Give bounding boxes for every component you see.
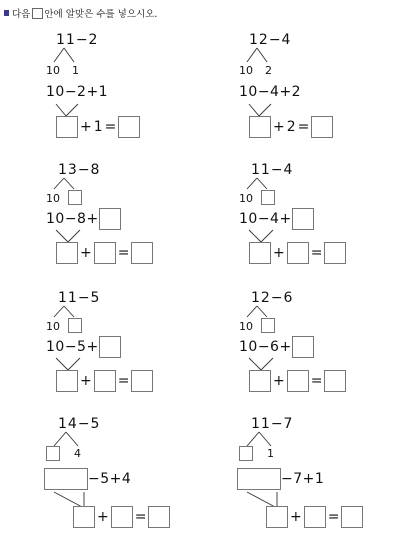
plus-sign: + (273, 245, 285, 261)
split-blank-box[interactable] (261, 318, 275, 333)
answer-row (56, 242, 153, 264)
answer-row (56, 370, 153, 392)
plus-sign: + (80, 373, 92, 389)
split-right-number: 1 (72, 64, 79, 77)
plus-sign: + (80, 245, 92, 261)
answer-box-b[interactable] (304, 506, 326, 528)
problem-1 (46, 32, 236, 162)
answer-box-a[interactable] (249, 370, 271, 392)
decomposed-expression: 10−4+2 (239, 84, 302, 100)
split-blank-box[interactable] (68, 318, 82, 333)
plus-sign: + (80, 119, 92, 135)
equals-sign: = (104, 119, 117, 135)
split-right-number: 1 (267, 447, 274, 460)
decomposed-blank-box[interactable] (292, 208, 314, 230)
equals-sign: = (117, 373, 130, 389)
problem-expression: 12−4 (249, 32, 292, 48)
decomposed-expression-text: −5+4 (88, 471, 132, 487)
decomposed-expression-text: 10−5+ (46, 339, 99, 355)
known-addend: 1 (93, 119, 103, 135)
answer-box-result[interactable] (131, 370, 153, 392)
answer-box-b[interactable] (94, 242, 116, 264)
answer-box-result[interactable] (324, 242, 346, 264)
decomposed-expression-text: 10−6+ (239, 339, 292, 355)
answer-row (73, 506, 170, 528)
answer-box-a[interactable] (56, 116, 78, 138)
answer-box-a[interactable] (56, 242, 78, 264)
answer-box-a[interactable] (266, 506, 288, 528)
answer-row (249, 242, 346, 264)
bullet-marker-icon (4, 10, 9, 16)
decomposed-expression (44, 468, 131, 490)
plus-sign: + (273, 373, 285, 389)
decomposed-blank-box[interactable] (44, 468, 88, 490)
decomposed-expression-text: 10−8+ (46, 211, 99, 227)
answer-box-b[interactable] (94, 370, 116, 392)
problem-6 (239, 290, 400, 420)
answer-row (249, 116, 333, 138)
decomposed-expression-text: 10−4+ (239, 211, 292, 227)
decomposed-expression-text: −7+1 (281, 471, 325, 487)
problem-3 (46, 162, 236, 292)
answer-box-result[interactable] (118, 116, 140, 138)
problem-4 (239, 162, 400, 292)
equals-sign: = (117, 245, 130, 261)
answer-box-result[interactable] (148, 506, 170, 528)
problem-expression: 12−6 (251, 290, 294, 306)
split-left-number: 10 (239, 320, 253, 333)
decomposed-expression (46, 208, 121, 230)
split-left-number: 10 (239, 64, 253, 77)
decomposed-expression (239, 208, 314, 230)
decomposed-blank-box[interactable] (99, 336, 121, 358)
answer-box-result[interactable] (131, 242, 153, 264)
answer-box-b[interactable] (287, 370, 309, 392)
problem-expression: 11−5 (58, 290, 101, 306)
blank-box-icon (32, 8, 43, 19)
answer-row (266, 506, 363, 528)
split-blank-box[interactable] (68, 190, 82, 205)
answer-box-b[interactable] (111, 506, 133, 528)
split-blank-box[interactable] (261, 190, 275, 205)
equals-sign: = (327, 509, 340, 525)
problem-expression: 13−8 (58, 162, 101, 178)
problem-expression: 11−2 (56, 32, 99, 48)
known-addend: 2 (286, 119, 296, 135)
split-right-number: 2 (265, 64, 272, 77)
split-left-number: 10 (239, 192, 253, 205)
problem-5 (46, 290, 236, 420)
plus-sign: + (290, 509, 302, 525)
plus-sign: + (273, 119, 285, 135)
split-blank-box[interactable] (239, 446, 253, 461)
problem-expression: 14−5 (58, 416, 101, 432)
equals-sign: = (310, 373, 323, 389)
instruction (4, 6, 157, 20)
answer-box-result[interactable] (324, 370, 346, 392)
plus-sign: + (97, 509, 109, 525)
instruction-before-box: 다음 (12, 9, 31, 20)
problem-expression: 11−4 (251, 162, 294, 178)
split-left-number: 10 (46, 320, 60, 333)
answer-box-a[interactable] (249, 116, 271, 138)
decomposed-expression: 10−2+1 (46, 84, 109, 100)
decomposed-blank-box[interactable] (237, 468, 281, 490)
answer-row (56, 116, 140, 138)
answer-box-a[interactable] (56, 370, 78, 392)
answer-row (249, 370, 346, 392)
decomposed-blank-box[interactable] (292, 336, 314, 358)
answer-box-result[interactable] (341, 506, 363, 528)
decomposed-blank-box[interactable] (99, 208, 121, 230)
split-right-number: 4 (74, 447, 81, 460)
decomposed-expression (237, 468, 324, 490)
decomposed-expression (46, 336, 121, 358)
split-blank-box[interactable] (46, 446, 60, 461)
split-left-number: 10 (46, 192, 60, 205)
equals-sign: = (310, 245, 323, 261)
equals-sign: = (297, 119, 310, 135)
decomposed-expression (239, 336, 314, 358)
problem-8 (237, 416, 400, 546)
answer-box-b[interactable] (287, 242, 309, 264)
problem-7 (44, 416, 234, 546)
answer-box-result[interactable] (311, 116, 333, 138)
split-left-number: 10 (46, 64, 60, 77)
equals-sign: = (134, 509, 147, 525)
instruction-after-box: 안에 알맞은 수를 넣으시오. (44, 9, 158, 20)
problem-expression: 11−7 (251, 416, 294, 432)
answer-box-a[interactable] (73, 506, 95, 528)
problem-2 (239, 32, 400, 162)
answer-box-a[interactable] (249, 242, 271, 264)
